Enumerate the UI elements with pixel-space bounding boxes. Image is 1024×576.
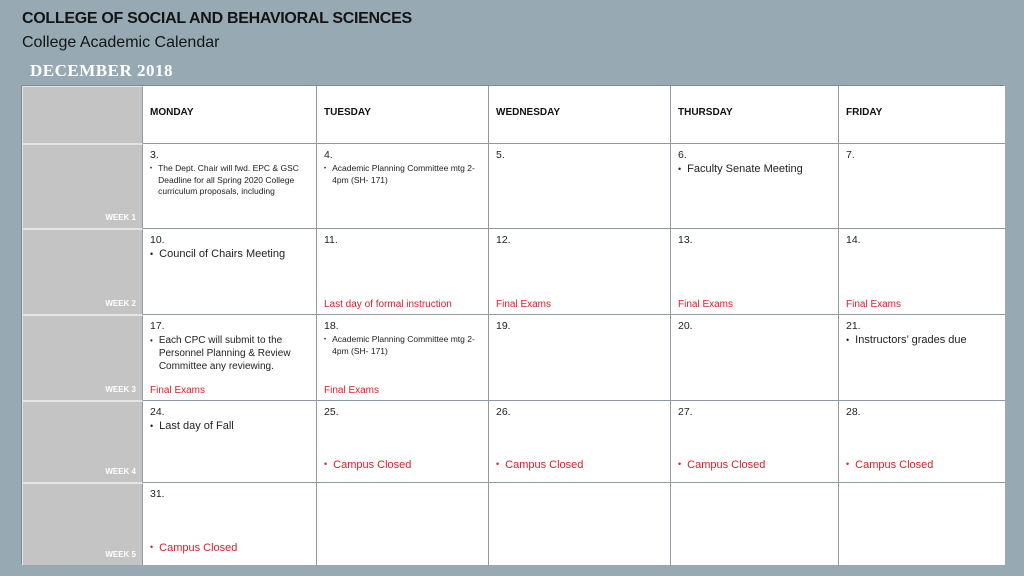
event-item [150, 334, 310, 373]
date-number: 7. [846, 149, 855, 161]
week-2-label-cell [22, 229, 143, 315]
day-header: WEDNESDAY [496, 107, 561, 118]
date-number: 12. [496, 234, 511, 246]
event-text: Last day of Fall [159, 420, 234, 432]
date-number: 26. [496, 406, 511, 418]
day-header: MONDAY [150, 107, 194, 118]
red-note: Last day of formal instruction [324, 299, 452, 310]
week-label: WEEK 2 [105, 299, 136, 308]
day-cell-24 [143, 401, 317, 483]
date-number: 5. [496, 149, 505, 161]
campus-closed-text: Campus Closed [505, 459, 584, 471]
day-header: THURSDAY [678, 107, 733, 118]
day-cell-21 [839, 315, 1005, 401]
day-cell-25 [317, 401, 489, 483]
event-text: Faculty Senate Meeting [687, 163, 803, 175]
week-label: WEEK 5 [105, 550, 136, 559]
day-cell-11 [317, 229, 489, 315]
day-cell-31 [143, 483, 317, 565]
bullet-icon: • [150, 249, 154, 259]
event-item [678, 163, 832, 176]
bullet-icon: • [150, 542, 154, 552]
event-text: Academic Planning Committee mtg 2-4pm (SH- 171) [332, 163, 475, 185]
date-number: 20. [678, 320, 693, 332]
event-text: Each CPC will submit to the Personnel Planning & Review Committee any reviewing. [158, 335, 291, 372]
date-number: 18. [324, 320, 339, 332]
header-friday [839, 86, 1005, 144]
day-header: FRIDAY [846, 107, 883, 118]
bullet-icon: • [846, 335, 850, 345]
date-number: 31. [150, 488, 165, 500]
date-number: 13. [678, 234, 693, 246]
empty-day-cell [839, 483, 1005, 565]
event-item [324, 163, 482, 186]
day-cell-5 [489, 144, 671, 229]
day-cell-27 [671, 401, 839, 483]
day-cell-19 [489, 315, 671, 401]
day-cell-28 [839, 401, 1005, 483]
bullet-icon: • [678, 459, 682, 469]
day-cell-26 [489, 401, 671, 483]
red-note: Final Exams [678, 299, 734, 310]
corner-cell [22, 86, 143, 144]
week-label: WEEK 1 [105, 213, 136, 222]
date-number: 4. [324, 149, 333, 161]
header-monday [143, 86, 317, 144]
day-cell-12 [489, 229, 671, 315]
event-text: Academic Planning Committee mtg 2-4pm (SH- 171) [332, 334, 475, 356]
day-cell-6 [671, 144, 839, 229]
bullet-icon: • [678, 164, 682, 174]
event-text: The Dept. Chair will fwd. EPC & GSC Deadline for all Spring 2020 College curriculum proposals, including [158, 163, 299, 196]
bullet-icon: • [150, 336, 153, 345]
red-note: Final Exams [324, 385, 380, 396]
campus-closed-item [846, 459, 933, 471]
event-text: Council of Chairs Meeting [159, 248, 286, 260]
calendar-grid [21, 85, 1004, 564]
date-number: 17. [150, 320, 165, 332]
day-header: TUESDAY [324, 107, 371, 118]
week-1-label-cell [22, 144, 143, 229]
date-number: 10. [150, 234, 165, 246]
red-note: Final Exams [496, 299, 552, 310]
bullet-icon: • [150, 166, 153, 172]
red-note: Final Exams [150, 385, 206, 396]
bullet-icon: • [150, 421, 154, 431]
empty-day-cell [671, 483, 839, 565]
bullet-icon: • [496, 459, 500, 469]
header-thursday [671, 86, 839, 144]
day-cell-4 [317, 144, 489, 229]
header-tuesday [317, 86, 489, 144]
day-cell-3 [143, 144, 317, 229]
event-text: Instructors’ grades due [855, 334, 967, 346]
bullet-icon: • [324, 459, 328, 469]
date-number: 24. [150, 406, 165, 418]
date-number: 3. [150, 149, 159, 161]
empty-day-cell [317, 483, 489, 565]
date-number: 25. [324, 406, 339, 418]
campus-closed-text: Campus Closed [333, 459, 412, 471]
day-cell-10 [143, 229, 317, 315]
date-number: 19. [496, 320, 511, 332]
week-5-label-cell [22, 483, 143, 565]
date-number: 27. [678, 406, 693, 418]
day-cell-18 [317, 315, 489, 401]
week-4-label-cell [22, 401, 143, 483]
bullet-icon: • [324, 166, 327, 172]
campus-closed-text: Campus Closed [159, 542, 238, 554]
campus-closed-item [150, 542, 237, 554]
event-item [150, 420, 310, 433]
red-note: Final Exams [846, 299, 902, 310]
event-item [150, 248, 310, 261]
college-title: COLLEGE OF SOCIAL AND BEHAVIORAL SCIENCES [22, 10, 412, 27]
event-item [846, 334, 999, 347]
day-cell-14 [839, 229, 1005, 315]
event-item [150, 163, 310, 198]
header-wednesday [489, 86, 671, 144]
campus-closed-text: Campus Closed [855, 459, 934, 471]
day-cell-7 [839, 144, 1005, 229]
bullet-icon: • [324, 337, 327, 343]
date-number: 28. [846, 406, 861, 418]
date-number: 11. [324, 234, 338, 246]
campus-closed-item [324, 459, 411, 471]
day-cell-13 [671, 229, 839, 315]
campus-closed-item [496, 459, 583, 471]
week-label: WEEK 4 [105, 467, 136, 476]
event-item [324, 334, 482, 357]
date-number: 6. [678, 149, 687, 161]
campus-closed-text: Campus Closed [687, 459, 766, 471]
date-number: 14. [846, 234, 861, 246]
week-3-label-cell [22, 315, 143, 401]
campus-closed-item [678, 459, 765, 471]
day-cell-17 [143, 315, 317, 401]
empty-day-cell [489, 483, 671, 565]
calendar-subtitle: College Academic Calendar [22, 34, 220, 51]
date-number: 21. [846, 320, 861, 332]
week-label: WEEK 3 [105, 385, 136, 394]
bullet-icon: • [846, 459, 850, 469]
day-cell-20 [671, 315, 839, 401]
month-title: DECEMBER 2018 [30, 61, 173, 80]
